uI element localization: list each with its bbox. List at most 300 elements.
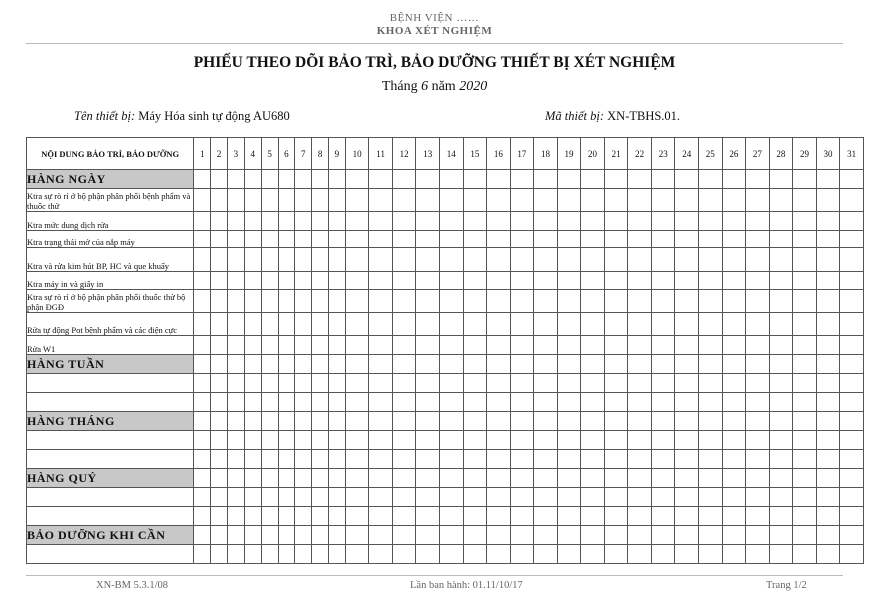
- check-cell[interactable]: [487, 336, 511, 355]
- check-cell[interactable]: [510, 507, 534, 526]
- check-cell[interactable]: [244, 272, 261, 290]
- check-cell[interactable]: [557, 545, 581, 564]
- check-cell[interactable]: [345, 313, 369, 336]
- check-cell[interactable]: [557, 290, 581, 313]
- check-cell[interactable]: [278, 170, 295, 189]
- check-cell[interactable]: [261, 374, 278, 393]
- check-cell[interactable]: [840, 231, 864, 248]
- check-cell[interactable]: [295, 526, 312, 545]
- check-cell[interactable]: [228, 488, 245, 507]
- check-cell[interactable]: [487, 393, 511, 412]
- check-cell[interactable]: [746, 189, 770, 212]
- check-cell[interactable]: [534, 450, 558, 469]
- check-cell[interactable]: [345, 545, 369, 564]
- check-cell[interactable]: [278, 488, 295, 507]
- check-cell[interactable]: [228, 431, 245, 450]
- check-cell[interactable]: [194, 412, 211, 431]
- check-cell[interactable]: [769, 248, 793, 272]
- check-cell[interactable]: [211, 374, 228, 393]
- check-cell[interactable]: [194, 469, 211, 488]
- check-cell[interactable]: [211, 248, 228, 272]
- check-cell[interactable]: [392, 526, 416, 545]
- check-cell[interactable]: [345, 231, 369, 248]
- check-cell[interactable]: [769, 231, 793, 248]
- check-cell[interactable]: [312, 313, 329, 336]
- check-cell[interactable]: [604, 313, 628, 336]
- check-cell[interactable]: [769, 507, 793, 526]
- check-cell[interactable]: [651, 231, 675, 248]
- check-cell[interactable]: [244, 212, 261, 231]
- check-cell[interactable]: [675, 212, 699, 231]
- check-cell[interactable]: [604, 469, 628, 488]
- check-cell[interactable]: [392, 290, 416, 313]
- check-cell[interactable]: [312, 526, 329, 545]
- check-cell[interactable]: [261, 290, 278, 313]
- check-cell[interactable]: [604, 231, 628, 248]
- check-cell[interactable]: [651, 272, 675, 290]
- check-cell[interactable]: [487, 450, 511, 469]
- check-cell[interactable]: [487, 526, 511, 545]
- check-cell[interactable]: [211, 450, 228, 469]
- check-cell[interactable]: [211, 526, 228, 545]
- check-cell[interactable]: [440, 189, 464, 212]
- check-cell[interactable]: [675, 248, 699, 272]
- check-cell[interactable]: [244, 450, 261, 469]
- check-cell[interactable]: [722, 431, 746, 450]
- check-cell[interactable]: [840, 248, 864, 272]
- check-cell[interactable]: [261, 272, 278, 290]
- check-cell[interactable]: [345, 248, 369, 272]
- check-cell[interactable]: [328, 313, 345, 336]
- check-cell[interactable]: [487, 248, 511, 272]
- check-cell[interactable]: [769, 374, 793, 393]
- check-cell[interactable]: [211, 313, 228, 336]
- check-cell[interactable]: [581, 526, 605, 545]
- check-cell[interactable]: [816, 272, 840, 290]
- check-cell[interactable]: [463, 336, 487, 355]
- check-cell[interactable]: [463, 393, 487, 412]
- check-cell[interactable]: [463, 189, 487, 212]
- check-cell[interactable]: [328, 290, 345, 313]
- check-cell[interactable]: [746, 450, 770, 469]
- check-cell[interactable]: [278, 374, 295, 393]
- check-cell[interactable]: [793, 231, 817, 248]
- check-cell[interactable]: [746, 545, 770, 564]
- check-cell[interactable]: [581, 272, 605, 290]
- check-cell[interactable]: [557, 336, 581, 355]
- check-cell[interactable]: [416, 313, 440, 336]
- check-cell[interactable]: [793, 355, 817, 374]
- check-cell[interactable]: [840, 393, 864, 412]
- check-cell[interactable]: [651, 507, 675, 526]
- check-cell[interactable]: [244, 290, 261, 313]
- check-cell[interactable]: [793, 290, 817, 313]
- check-cell[interactable]: [211, 545, 228, 564]
- check-cell[interactable]: [392, 431, 416, 450]
- check-cell[interactable]: [312, 248, 329, 272]
- check-cell[interactable]: [746, 393, 770, 412]
- check-cell[interactable]: [416, 355, 440, 374]
- check-cell[interactable]: [746, 488, 770, 507]
- check-cell[interactable]: [416, 431, 440, 450]
- check-cell[interactable]: [604, 488, 628, 507]
- check-cell[interactable]: [628, 507, 652, 526]
- check-cell[interactable]: [440, 488, 464, 507]
- check-cell[interactable]: [840, 355, 864, 374]
- check-cell[interactable]: [604, 412, 628, 431]
- check-cell[interactable]: [392, 231, 416, 248]
- check-cell[interactable]: [581, 248, 605, 272]
- check-cell[interactable]: [211, 507, 228, 526]
- check-cell[interactable]: [651, 526, 675, 545]
- check-cell[interactable]: [312, 412, 329, 431]
- check-cell[interactable]: [769, 412, 793, 431]
- check-cell[interactable]: [228, 313, 245, 336]
- check-cell[interactable]: [211, 272, 228, 290]
- check-cell[interactable]: [675, 469, 699, 488]
- check-cell[interactable]: [211, 431, 228, 450]
- check-cell[interactable]: [194, 450, 211, 469]
- check-cell[interactable]: [487, 412, 511, 431]
- check-cell[interactable]: [604, 189, 628, 212]
- check-cell[interactable]: [278, 313, 295, 336]
- check-cell[interactable]: [211, 212, 228, 231]
- check-cell[interactable]: [369, 469, 393, 488]
- check-cell[interactable]: [440, 272, 464, 290]
- check-cell[interactable]: [746, 248, 770, 272]
- check-cell[interactable]: [722, 212, 746, 231]
- check-cell[interactable]: [510, 545, 534, 564]
- check-cell[interactable]: [487, 355, 511, 374]
- check-cell[interactable]: [534, 290, 558, 313]
- check-cell[interactable]: [194, 290, 211, 313]
- check-cell[interactable]: [651, 488, 675, 507]
- check-cell[interactable]: [345, 412, 369, 431]
- check-cell[interactable]: [651, 355, 675, 374]
- check-cell[interactable]: [769, 393, 793, 412]
- check-cell[interactable]: [675, 374, 699, 393]
- check-cell[interactable]: [793, 431, 817, 450]
- check-cell[interactable]: [651, 431, 675, 450]
- check-cell[interactable]: [840, 313, 864, 336]
- check-cell[interactable]: [228, 212, 245, 231]
- check-cell[interactable]: [769, 170, 793, 189]
- check-cell[interactable]: [722, 412, 746, 431]
- check-cell[interactable]: [746, 431, 770, 450]
- check-cell[interactable]: [416, 488, 440, 507]
- check-cell[interactable]: [604, 545, 628, 564]
- check-cell[interactable]: [628, 469, 652, 488]
- check-cell[interactable]: [534, 272, 558, 290]
- check-cell[interactable]: [295, 488, 312, 507]
- check-cell[interactable]: [295, 412, 312, 431]
- check-cell[interactable]: [295, 212, 312, 231]
- check-cell[interactable]: [722, 170, 746, 189]
- check-cell[interactable]: [369, 248, 393, 272]
- check-cell[interactable]: [312, 507, 329, 526]
- check-cell[interactable]: [312, 469, 329, 488]
- check-cell[interactable]: [416, 290, 440, 313]
- check-cell[interactable]: [244, 545, 261, 564]
- check-cell[interactable]: [463, 231, 487, 248]
- check-cell[interactable]: [534, 355, 558, 374]
- check-cell[interactable]: [840, 526, 864, 545]
- check-cell[interactable]: [244, 355, 261, 374]
- check-cell[interactable]: [392, 336, 416, 355]
- check-cell[interactable]: [699, 393, 723, 412]
- check-cell[interactable]: [746, 290, 770, 313]
- check-cell[interactable]: [440, 393, 464, 412]
- check-cell[interactable]: [581, 507, 605, 526]
- check-cell[interactable]: [369, 526, 393, 545]
- check-cell[interactable]: [746, 412, 770, 431]
- check-cell[interactable]: [840, 290, 864, 313]
- check-cell[interactable]: [722, 189, 746, 212]
- check-cell[interactable]: [769, 488, 793, 507]
- check-cell[interactable]: [816, 431, 840, 450]
- check-cell[interactable]: [261, 170, 278, 189]
- check-cell[interactable]: [722, 469, 746, 488]
- check-cell[interactable]: [816, 545, 840, 564]
- check-cell[interactable]: [557, 355, 581, 374]
- check-cell[interactable]: [369, 313, 393, 336]
- check-cell[interactable]: [328, 469, 345, 488]
- check-cell[interactable]: [194, 212, 211, 231]
- check-cell[interactable]: [699, 412, 723, 431]
- check-cell[interactable]: [557, 189, 581, 212]
- check-cell[interactable]: [699, 189, 723, 212]
- check-cell[interactable]: [295, 248, 312, 272]
- check-cell[interactable]: [675, 393, 699, 412]
- check-cell[interactable]: [244, 336, 261, 355]
- check-cell[interactable]: [840, 450, 864, 469]
- check-cell[interactable]: [557, 248, 581, 272]
- check-cell[interactable]: [278, 231, 295, 248]
- check-cell[interactable]: [793, 189, 817, 212]
- check-cell[interactable]: [816, 469, 840, 488]
- check-cell[interactable]: [557, 526, 581, 545]
- check-cell[interactable]: [312, 374, 329, 393]
- check-cell[interactable]: [345, 488, 369, 507]
- check-cell[interactable]: [369, 231, 393, 248]
- check-cell[interactable]: [244, 469, 261, 488]
- check-cell[interactable]: [261, 545, 278, 564]
- check-cell[interactable]: [557, 393, 581, 412]
- check-cell[interactable]: [628, 412, 652, 431]
- check-cell[interactable]: [416, 469, 440, 488]
- check-cell[interactable]: [816, 355, 840, 374]
- check-cell[interactable]: [534, 170, 558, 189]
- check-cell[interactable]: [816, 231, 840, 248]
- check-cell[interactable]: [463, 374, 487, 393]
- check-cell[interactable]: [816, 374, 840, 393]
- check-cell[interactable]: [345, 336, 369, 355]
- check-cell[interactable]: [840, 469, 864, 488]
- check-cell[interactable]: [463, 313, 487, 336]
- check-cell[interactable]: [769, 526, 793, 545]
- check-cell[interactable]: [628, 450, 652, 469]
- check-cell[interactable]: [261, 488, 278, 507]
- check-cell[interactable]: [746, 469, 770, 488]
- check-cell[interactable]: [440, 231, 464, 248]
- check-cell[interactable]: [328, 212, 345, 231]
- check-cell[interactable]: [211, 290, 228, 313]
- check-cell[interactable]: [463, 545, 487, 564]
- check-cell[interactable]: [557, 231, 581, 248]
- check-cell[interactable]: [228, 450, 245, 469]
- check-cell[interactable]: [295, 374, 312, 393]
- check-cell[interactable]: [312, 431, 329, 450]
- check-cell[interactable]: [793, 507, 817, 526]
- check-cell[interactable]: [581, 355, 605, 374]
- check-cell[interactable]: [699, 313, 723, 336]
- check-cell[interactable]: [628, 374, 652, 393]
- check-cell[interactable]: [295, 272, 312, 290]
- check-cell[interactable]: [261, 507, 278, 526]
- check-cell[interactable]: [534, 545, 558, 564]
- check-cell[interactable]: [557, 431, 581, 450]
- check-cell[interactable]: [278, 272, 295, 290]
- check-cell[interactable]: [345, 189, 369, 212]
- check-cell[interactable]: [211, 412, 228, 431]
- check-cell[interactable]: [793, 450, 817, 469]
- check-cell[interactable]: [487, 212, 511, 231]
- check-cell[interactable]: [651, 336, 675, 355]
- check-cell[interactable]: [278, 469, 295, 488]
- check-cell[interactable]: [840, 374, 864, 393]
- check-cell[interactable]: [510, 313, 534, 336]
- check-cell[interactable]: [581, 488, 605, 507]
- check-cell[interactable]: [675, 431, 699, 450]
- check-cell[interactable]: [581, 393, 605, 412]
- check-cell[interactable]: [651, 189, 675, 212]
- check-cell[interactable]: [651, 290, 675, 313]
- check-cell[interactable]: [699, 355, 723, 374]
- check-cell[interactable]: [675, 412, 699, 431]
- check-cell[interactable]: [581, 290, 605, 313]
- check-cell[interactable]: [194, 355, 211, 374]
- check-cell[interactable]: [769, 355, 793, 374]
- check-cell[interactable]: [604, 212, 628, 231]
- check-cell[interactable]: [312, 450, 329, 469]
- check-cell[interactable]: [278, 507, 295, 526]
- check-cell[interactable]: [487, 469, 511, 488]
- check-cell[interactable]: [261, 355, 278, 374]
- check-cell[interactable]: [510, 488, 534, 507]
- check-cell[interactable]: [604, 170, 628, 189]
- check-cell[interactable]: [487, 488, 511, 507]
- check-cell[interactable]: [510, 336, 534, 355]
- check-cell[interactable]: [793, 393, 817, 412]
- check-cell[interactable]: [675, 450, 699, 469]
- check-cell[interactable]: [581, 189, 605, 212]
- check-cell[interactable]: [261, 450, 278, 469]
- check-cell[interactable]: [194, 231, 211, 248]
- check-cell[interactable]: [244, 170, 261, 189]
- check-cell[interactable]: [675, 290, 699, 313]
- check-cell[interactable]: [416, 507, 440, 526]
- check-cell[interactable]: [369, 393, 393, 412]
- check-cell[interactable]: [312, 231, 329, 248]
- check-cell[interactable]: [699, 545, 723, 564]
- check-cell[interactable]: [261, 469, 278, 488]
- check-cell[interactable]: [769, 431, 793, 450]
- check-cell[interactable]: [769, 290, 793, 313]
- check-cell[interactable]: [440, 412, 464, 431]
- check-cell[interactable]: [244, 248, 261, 272]
- check-cell[interactable]: [295, 355, 312, 374]
- check-cell[interactable]: [628, 336, 652, 355]
- check-cell[interactable]: [194, 170, 211, 189]
- check-cell[interactable]: [793, 374, 817, 393]
- check-cell[interactable]: [675, 336, 699, 355]
- check-cell[interactable]: [651, 374, 675, 393]
- check-cell[interactable]: [228, 393, 245, 412]
- check-cell[interactable]: [416, 393, 440, 412]
- check-cell[interactable]: [440, 374, 464, 393]
- check-cell[interactable]: [487, 272, 511, 290]
- check-cell[interactable]: [722, 393, 746, 412]
- check-cell[interactable]: [651, 248, 675, 272]
- check-cell[interactable]: [746, 313, 770, 336]
- check-cell[interactable]: [228, 412, 245, 431]
- check-cell[interactable]: [194, 488, 211, 507]
- check-cell[interactable]: [244, 431, 261, 450]
- check-cell[interactable]: [793, 272, 817, 290]
- check-cell[interactable]: [228, 526, 245, 545]
- check-cell[interactable]: [392, 393, 416, 412]
- check-cell[interactable]: [261, 189, 278, 212]
- check-cell[interactable]: [604, 526, 628, 545]
- check-cell[interactable]: [699, 507, 723, 526]
- check-cell[interactable]: [722, 507, 746, 526]
- check-cell[interactable]: [510, 189, 534, 212]
- check-cell[interactable]: [244, 393, 261, 412]
- check-cell[interactable]: [557, 212, 581, 231]
- check-cell[interactable]: [628, 545, 652, 564]
- check-cell[interactable]: [244, 313, 261, 336]
- check-cell[interactable]: [722, 355, 746, 374]
- check-cell[interactable]: [628, 212, 652, 231]
- check-cell[interactable]: [769, 336, 793, 355]
- check-cell[interactable]: [416, 212, 440, 231]
- check-cell[interactable]: [345, 507, 369, 526]
- check-cell[interactable]: [392, 189, 416, 212]
- check-cell[interactable]: [261, 313, 278, 336]
- check-cell[interactable]: [510, 212, 534, 231]
- check-cell[interactable]: [369, 272, 393, 290]
- check-cell[interactable]: [651, 393, 675, 412]
- check-cell[interactable]: [228, 374, 245, 393]
- check-cell[interactable]: [722, 313, 746, 336]
- check-cell[interactable]: [369, 336, 393, 355]
- check-cell[interactable]: [463, 248, 487, 272]
- check-cell[interactable]: [557, 313, 581, 336]
- check-cell[interactable]: [769, 469, 793, 488]
- check-cell[interactable]: [345, 469, 369, 488]
- check-cell[interactable]: [699, 431, 723, 450]
- check-cell[interactable]: [722, 336, 746, 355]
- check-cell[interactable]: [510, 231, 534, 248]
- check-cell[interactable]: [793, 212, 817, 231]
- check-cell[interactable]: [295, 545, 312, 564]
- check-cell[interactable]: [278, 526, 295, 545]
- check-cell[interactable]: [628, 393, 652, 412]
- check-cell[interactable]: [244, 374, 261, 393]
- check-cell[interactable]: [628, 231, 652, 248]
- check-cell[interactable]: [699, 170, 723, 189]
- check-cell[interactable]: [816, 313, 840, 336]
